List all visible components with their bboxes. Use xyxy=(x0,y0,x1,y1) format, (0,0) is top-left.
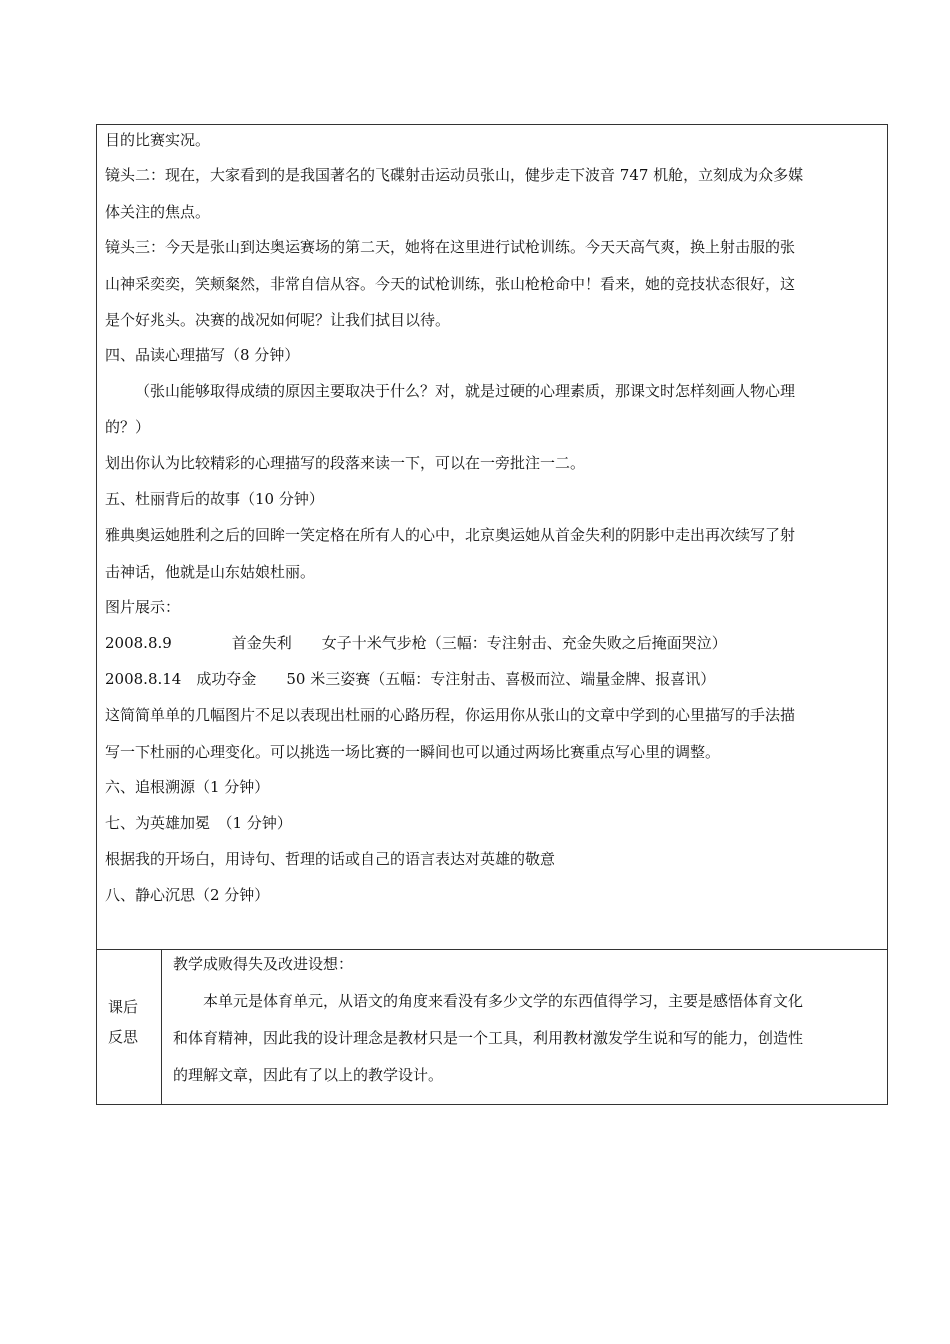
reflection-heading: 教学成败得失及改进设想： xyxy=(173,955,354,973)
text-line: 划出你认为比较精彩的心理描写的段落来读一下，可以在一旁批注一二。 xyxy=(105,454,586,472)
text-line: 这简简单单的几幅图片不足以表现出杜丽的心路历程，你运用你从张山的文章中学到的心里描写的手法描 xyxy=(105,706,796,724)
text-line: 2008.8.14 成功夺金 50 米三姿赛（五幅：专注射击、喜极而泣、端量金牌、报喜讯） xyxy=(105,670,716,688)
lesson-plan-table xyxy=(96,124,888,1105)
text-line: 目的比赛实况。 xyxy=(105,131,211,149)
section-heading: 四、品读心理描写（8 分钟） xyxy=(105,346,300,364)
text-line: 镜头二：现在，大家看到的是我国著名的飞碟射击运动员张山，健步走下波音 747 机舱，立刻成为众多媒 xyxy=(105,166,804,184)
section-heading: 七、为英雄加冕 （1 分钟） xyxy=(105,814,292,832)
section-heading: 八、静心沉思（2 分钟） xyxy=(105,886,270,904)
text-line: 是个好兆头。决赛的战况如何呢？让我们拭目以待。 xyxy=(105,311,451,329)
text-line: 雅典奥运她胜利之后的回眸一笑定格在所有人的心中，北京奥运她从首金失利的阴影中走出再次续写了射 xyxy=(105,526,796,544)
text-line: 体关注的焦点。 xyxy=(105,203,211,221)
text-line: 的？） xyxy=(105,418,151,436)
reflection-label: 反思 xyxy=(108,1028,139,1046)
text-line: 镜头三：今天是张山到达奥运赛场的第二天，她将在这里进行试枪训练。今天天高气爽，换上射击服的张 xyxy=(105,238,796,256)
text-line: 根据我的开场白，用诗句、哲理的话或自己的语言表达对英雄的敬意 xyxy=(105,850,556,868)
lesson-content-cell xyxy=(97,125,887,950)
reflection-text: 的理解文章，因此有了以上的教学设计。 xyxy=(173,1066,444,1084)
section-heading: 五、杜丽背后的故事（10 分钟） xyxy=(105,490,324,508)
text-line: 击神话，他就是山东姑娘杜丽。 xyxy=(105,563,316,581)
text-line: 山神采奕奕，笑颊粲然，非常自信从容。今天的试枪训练，张山枪枪命中！看来，她的竞技状态很好，这 xyxy=(105,275,796,293)
section-heading: 六、追根溯源（1 分钟） xyxy=(105,778,270,796)
text-line: 2008.8.9 首金失利 女子十米气步枪（三幅：专注射击、充金失败之后掩面哭泣） xyxy=(105,634,727,652)
reflection-label-cell xyxy=(97,950,162,1104)
text-line: （张山能够取得成绩的原因主要取决于什么？对，就是过硬的心理素质，那课文时怎样刻画人物心理 xyxy=(135,382,796,400)
text-line: 图片展示： xyxy=(105,598,181,616)
reflection-text: 本单元是体育单元，从语文的角度来看没有多少文学的东西值得学习，主要是感悟体育文化 xyxy=(203,992,804,1010)
reflection-text: 和体育精神，因此我的设计理念是教材只是一个工具，利用教材激发学生说和写的能力，创造性 xyxy=(173,1029,804,1047)
text-line: 写一下杜丽的心理变化。可以挑选一场比赛的一瞬间也可以通过两场比赛重点写心里的调整。 xyxy=(105,743,721,761)
reflection-label: 课后 xyxy=(108,998,139,1016)
